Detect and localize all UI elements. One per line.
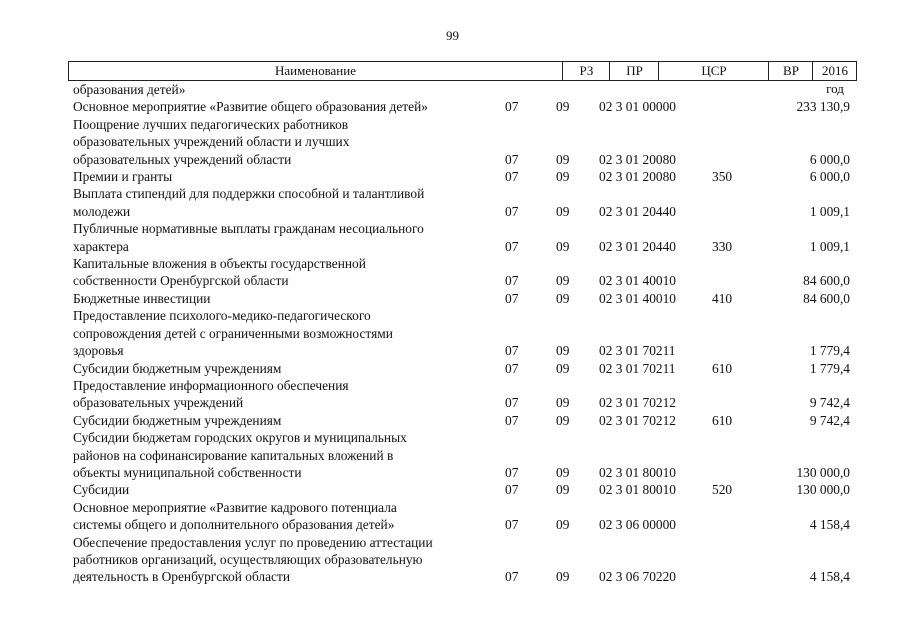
row-pr: 09 bbox=[556, 412, 570, 428]
table-row bbox=[0, 429, 905, 481]
row-name: Капитальные вложения в объекты государственной собственности Оренбургской области bbox=[73, 256, 366, 289]
row-csr: 02 3 01 70211 bbox=[599, 360, 676, 376]
row-amount: 6 000,0 bbox=[809, 151, 850, 167]
row-vr: 610 bbox=[712, 412, 733, 428]
row-vr: 330 bbox=[712, 238, 733, 254]
header-pr: ПР bbox=[609, 62, 659, 80]
row-csr: 02 3 01 40010 bbox=[599, 290, 676, 306]
row-name: Субсидии бюджетным учреждениям bbox=[73, 360, 282, 376]
row-pr: 09 bbox=[556, 343, 570, 359]
row-amount: 6 000,0 bbox=[809, 169, 850, 185]
header-vr: ВР bbox=[768, 62, 813, 80]
row-name: Поощрение лучших педагогических работников образовательных учреждений области и лучших образовательных учреждений области bbox=[73, 116, 350, 167]
row-pr: 09 bbox=[556, 99, 570, 115]
row-amount: 4 158,4 bbox=[809, 517, 850, 533]
row-name: образования детей» bbox=[73, 82, 186, 97]
row-pr: 09 bbox=[556, 395, 570, 411]
row-name: Бюджетные инвестиции bbox=[73, 290, 211, 306]
table-row bbox=[0, 185, 905, 220]
row-rz: 07 bbox=[505, 395, 519, 411]
table-row bbox=[0, 255, 905, 290]
row-rz: 07 bbox=[505, 360, 519, 376]
row-amount: 130 000,0 bbox=[796, 464, 850, 480]
row-pr: 09 bbox=[556, 360, 570, 376]
row-rz: 07 bbox=[505, 151, 519, 167]
row-name: Премии и гранты bbox=[73, 169, 173, 185]
row-csr: 02 3 01 70211 bbox=[599, 343, 676, 359]
row-csr: 02 3 01 20080 bbox=[599, 151, 676, 167]
row-name: Субсидии бюджетным учреждениям bbox=[73, 412, 282, 428]
table-row bbox=[0, 98, 905, 115]
row-amount: 9 742,4 bbox=[809, 395, 850, 411]
row-amount: 84 600,0 bbox=[803, 273, 850, 289]
row-pr: 09 bbox=[556, 169, 570, 185]
row-vr: 520 bbox=[712, 482, 733, 498]
row-name: Предоставление информационного обеспечения образовательных учреждений bbox=[73, 377, 349, 411]
row-name: Субсидии bbox=[73, 482, 130, 498]
row-rz: 07 bbox=[505, 482, 519, 498]
row-csr: 02 3 01 20440 bbox=[599, 203, 676, 219]
row-rz: 07 bbox=[505, 343, 519, 359]
row-amount: 9 742,4 bbox=[809, 412, 850, 428]
row-rz: 07 bbox=[505, 169, 519, 185]
row-amount: 130 000,0 bbox=[796, 482, 850, 498]
row-csr: 02 3 01 40010 bbox=[599, 273, 676, 289]
table-row bbox=[0, 534, 905, 586]
table-row bbox=[0, 499, 905, 534]
row-csr: 02 3 06 00000 bbox=[599, 517, 676, 533]
table-row bbox=[0, 481, 905, 498]
row-vr: 610 bbox=[712, 360, 733, 376]
row-pr: 09 bbox=[556, 273, 570, 289]
table-body bbox=[0, 81, 905, 586]
row-pr: 09 bbox=[556, 238, 570, 254]
row-pr: 09 bbox=[556, 482, 570, 498]
row-rz: 07 bbox=[505, 464, 519, 480]
table-row bbox=[0, 290, 905, 307]
row-csr: 02 3 06 70220 bbox=[599, 569, 676, 585]
row-rz: 07 bbox=[505, 290, 519, 306]
row-name: Основное мероприятие «Развитие кадрового потенциала системы общего и дополнительного образования детей» bbox=[73, 499, 397, 533]
row-name: Субсидии бюджетам городских округов и муниципальных районов на софинансирование капитальных вложений в объекты муниципальной собственности bbox=[73, 430, 407, 480]
row-csr: 02 3 01 00000 bbox=[599, 99, 676, 115]
header-name: Наименование bbox=[275, 63, 356, 78]
row-csr: 02 3 01 70212 bbox=[599, 412, 676, 428]
row-rz: 07 bbox=[505, 273, 519, 289]
header-rz: РЗ bbox=[562, 62, 610, 80]
row-pr: 09 bbox=[556, 569, 570, 585]
row-vr: 410 bbox=[712, 290, 733, 306]
row-rz: 07 bbox=[505, 99, 519, 115]
row-name: Выплата стипендий для поддержки способной и талантливой молодежи bbox=[73, 186, 425, 219]
row-amount: 233 130,9 bbox=[796, 99, 850, 115]
table-row bbox=[0, 81, 905, 98]
row-pr: 09 bbox=[556, 151, 570, 167]
header-year: 2016 год bbox=[812, 62, 857, 80]
row-rz: 07 bbox=[505, 238, 519, 254]
row-name: Предоставление психолого-медико-педагогического сопровождения детей с ограниченными возможностями здоровья bbox=[73, 308, 393, 359]
row-pr: 09 bbox=[556, 517, 570, 533]
row-csr: 02 3 01 80010 bbox=[599, 482, 676, 498]
row-name: Основное мероприятие «Развитие общего образования детей» bbox=[73, 99, 428, 115]
table-row bbox=[0, 116, 905, 168]
page-number: 99 bbox=[446, 28, 459, 43]
table-row bbox=[0, 360, 905, 377]
row-amount: 1 009,1 bbox=[809, 238, 850, 254]
table-row bbox=[0, 220, 905, 255]
row-rz: 07 bbox=[505, 203, 519, 219]
row-amount: 84 600,0 bbox=[803, 290, 850, 306]
row-rz: 07 bbox=[505, 569, 519, 585]
row-rz: 07 bbox=[505, 517, 519, 533]
row-amount: 1 009,1 bbox=[809, 203, 850, 219]
table-row bbox=[0, 377, 905, 412]
row-csr: 02 3 01 70212 bbox=[599, 395, 676, 411]
row-pr: 09 bbox=[556, 203, 570, 219]
row-amount: 1 779,4 bbox=[809, 360, 850, 376]
row-pr: 09 bbox=[556, 290, 570, 306]
row-amount: 1 779,4 bbox=[809, 343, 850, 359]
header-csr: ЦСР bbox=[658, 62, 769, 80]
row-rz: 07 bbox=[505, 412, 519, 428]
table-row bbox=[0, 168, 905, 185]
row-vr: 350 bbox=[712, 169, 733, 185]
row-pr: 09 bbox=[556, 464, 570, 480]
table-row bbox=[0, 412, 905, 429]
row-csr: 02 3 01 20080 bbox=[599, 169, 676, 185]
row-name: Публичные нормативные выплаты гражданам несоциального характера bbox=[73, 221, 424, 254]
row-csr: 02 3 01 80010 bbox=[599, 464, 676, 480]
table-row bbox=[0, 307, 905, 359]
row-name: Обеспечение предоставления услуг по проведению аттестации работников организаций, осуществляющих образовательную деятельность в Оренбургской области bbox=[73, 534, 433, 585]
row-amount: 4 158,4 bbox=[809, 569, 850, 585]
row-csr: 02 3 01 20440 bbox=[599, 238, 676, 254]
